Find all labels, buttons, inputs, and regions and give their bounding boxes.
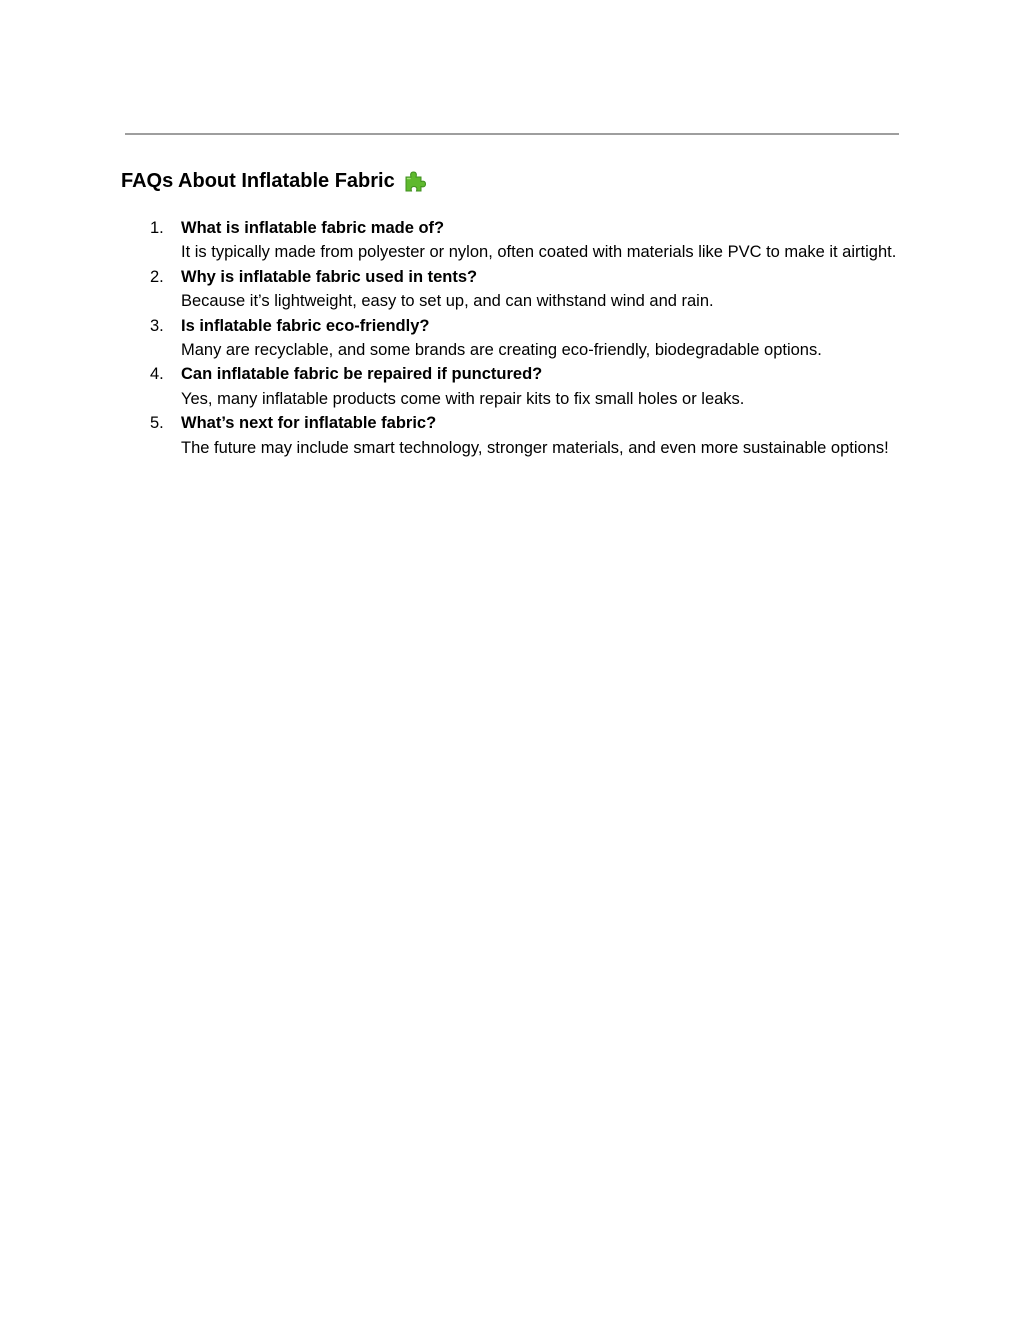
faq-answer: It is typically made from polyester or nylon, often coated with materials like PVC to make it airtight. (181, 243, 897, 262)
faq-number: 5. (150, 414, 164, 433)
faq-question: What is inflatable fabric made of? (181, 219, 445, 237)
horizontal-rule (125, 133, 899, 135)
faq-answer: Yes, many inflatable products come with repair kits to fix small holes or leaks. (181, 389, 745, 408)
faq-question: Is inflatable fabric eco-friendly? (181, 316, 430, 335)
faq-number: 3. (150, 316, 164, 335)
faq-number: 1. (150, 219, 164, 237)
faq-list (0, 216, 1024, 460)
faq-answer: Many are recyclable, and some brands are creating eco-friendly, biodegradable options. (181, 341, 822, 360)
faq-heading-text: FAQs About Inflatable Fabric (121, 170, 395, 192)
puzzle-piece-icon (402, 168, 428, 194)
faq-item (0, 362, 901, 411)
faq-heading (121, 166, 428, 196)
faq-item (0, 314, 901, 363)
faq-question: Why is inflatable fabric used in tents? (181, 267, 478, 286)
faq-number: 2. (150, 267, 164, 286)
faq-question: Can inflatable fabric be repaired if punctured? (181, 365, 543, 384)
faq-question: What’s next for inflatable fabric? (181, 414, 437, 433)
faq-item (0, 265, 901, 314)
faq-item (0, 216, 901, 265)
faq-answer: The future may include smart technology, stronger materials, and even more sustainable options! (181, 438, 889, 457)
faq-number: 4. (150, 365, 164, 384)
faq-item (0, 411, 901, 460)
faq-answer: Because it’s lightweight, easy to set up, and can withstand wind and rain. (181, 292, 714, 311)
